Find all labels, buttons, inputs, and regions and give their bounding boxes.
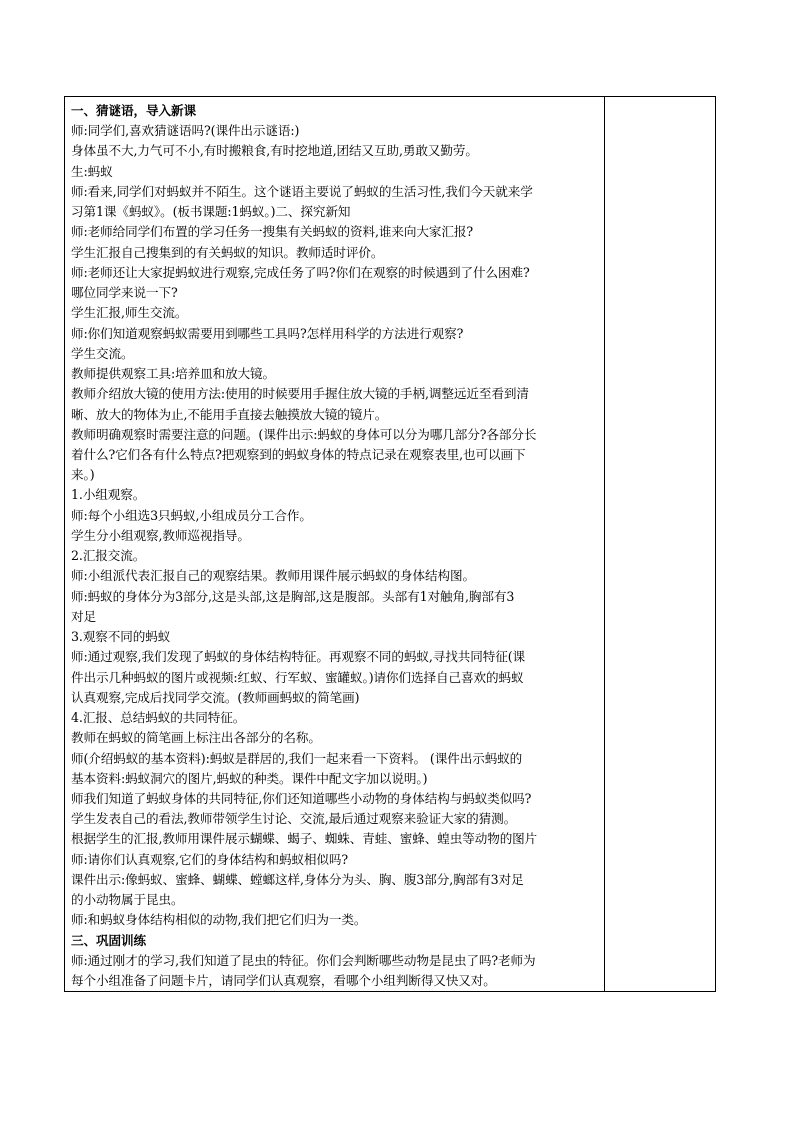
table-row bbox=[65, 97, 716, 992]
text-line: 师(介绍蚂蚁的基本资料):蚂蚁是群居的,我们一起来看一下资料。 (课件出示蚂蚁的 bbox=[71, 750, 523, 766]
text-line: 师:和蚂蚁身体结构相似的动物,我们把它们归为一类。 bbox=[71, 912, 367, 928]
text-line: 着什么?它们各有什么特点?把观察到的蚂蚁身体的特点记录在观察表里,也可以画下 bbox=[71, 446, 526, 462]
text-line: 习第1课《蚂蚁》。(板书课题:1蚂蚁。)二、探究新知 bbox=[71, 204, 351, 220]
text-line: 师:看来,同学们对蚂蚁并不陌生。这个谜语主要说了蚂蚁的生活习性,我们今天就来学 bbox=[71, 183, 533, 199]
text-line: 师:同学们,喜欢猜谜语吗?(课件出示谜语:) bbox=[71, 123, 300, 139]
text-line: 哪位同学来说一下? bbox=[71, 285, 178, 301]
text-line: 基本资料:蚂蚁洞穴的图片,蚂蚁的种类。课件中配文字加以说明。) bbox=[71, 770, 428, 786]
text-line: 学生汇报,师生交流。 bbox=[71, 305, 188, 321]
text-line: 师:通过观察,我们发现了蚂蚁的身体结构特征。再观察不同的蚂蚁,寻找共同特征(课 bbox=[71, 649, 526, 665]
text-line: 学生交流。 bbox=[71, 345, 134, 361]
notes-cell bbox=[605, 97, 716, 992]
text-line: 的小动物属于昆虫。 bbox=[71, 892, 184, 908]
text-line: 学生发表自己的看法,教师带领学生讨论、交流,最后通过观察来验证大家的猜测。 bbox=[71, 811, 517, 827]
lesson-plan-table bbox=[64, 96, 716, 992]
text-line: 3.观察不同的蚂蚁 bbox=[71, 629, 171, 645]
text-line: 师:每个小组选3只蚂蚁,小组成员分工合作。 bbox=[71, 507, 312, 523]
text-line: 教师在蚂蚁的简笔画上标注出各部分的名称。 bbox=[71, 730, 321, 746]
text-line: 学生汇报自己搜集到的有关蚂蚁的知识。教师适时评价。 bbox=[71, 244, 384, 260]
text-line: 师:小组派代表汇报自己的观察结果。教师用课件展示蚂蚁的身体结构图。 bbox=[71, 568, 475, 584]
text-line: 每个小组准备了问题卡片，请同学们认真观察，看哪个小组判断得又快又对。 bbox=[71, 973, 496, 989]
text-line: 师:蚂蚁的身体分为3部分,这是头部,这是胸部,这是腹部。头部有1对触角,胸部有3 bbox=[71, 588, 515, 604]
text-line: 来。) bbox=[71, 467, 95, 483]
text-line: 师:老师还让大家捉蚂蚁进行观察,完成任务了吗?你们在观察的时候遇到了什么困难? bbox=[71, 264, 530, 280]
text-line: 师:老师给同学们布置的学习任务一搜集有关蚂蚁的资料,谁来向大家汇报? bbox=[71, 224, 474, 240]
section-heading: 一、猜谜语，导入新课 bbox=[71, 103, 196, 118]
text-line: 师:你们知道观察蚂蚁需要用到哪些工具吗?怎样用科学的方法进行观察? bbox=[71, 325, 464, 341]
text-line: 件出示几种蚂蚁的图片或视频:红蚁、行军蚁、蜜罐蚁。)请你们选择自己喜欢的蚂蚁 bbox=[71, 669, 524, 685]
text-line: 教师介绍放大镜的使用方法:使用的时候要用手握住放大镜的手柄,调整远近至看到清 bbox=[71, 386, 529, 402]
text-line: 师:请你们认真观察,它们的身体结构和蚂蚁相似吗? bbox=[71, 851, 349, 867]
lesson-content bbox=[65, 97, 604, 991]
text-line: 师:通过刚才的学习,我们知道了昆虫的特征。你们会判断哪些动物是昆虫了吗?老师为 bbox=[71, 952, 536, 968]
lesson-content-cell bbox=[65, 97, 605, 992]
section-heading: 三、巩固训练 bbox=[71, 932, 146, 948]
text-line: 生:蚂蚁 bbox=[71, 163, 113, 179]
text-line: 1.小组观察。 bbox=[71, 487, 146, 503]
text-line: 晰、放大的物体为止,不能用手直接去触摸放大镜的镜片。 bbox=[71, 406, 388, 422]
text-line: 教师提供观察工具:培养皿和放大镜。 bbox=[71, 366, 276, 382]
text-line: 师我们知道了蚂蚁身体的共同特征,你们还知道哪些小动物的身体结构与蚂蚁类似吗? bbox=[71, 790, 532, 806]
text-line: 教师明确观察时需要注意的问题。(课件出示:蚂蚁的身体可以分为哪几部分?各部分长 bbox=[71, 426, 537, 442]
text-line: 根据学生的汇报,教师用课件展示蝴蝶、蝎子、蜘蛛、青蛙、蜜蜂、蝗虫等动物的图片 bbox=[71, 831, 538, 847]
text-line: 课件出示:像蚂蚁、蜜蜂、蝴蝶、螳螂这样,身体分为头、胸、腹3部分,胸部有3对足 bbox=[71, 871, 524, 887]
text-line: 对足 bbox=[71, 608, 96, 624]
text-line: 2.汇报交流。 bbox=[71, 548, 146, 564]
text-line: 学生分小组观察,教师巡视指导。 bbox=[71, 527, 250, 543]
text-line: 身体虽不大,力气可不小,有时搬粮食,有时挖地道,团结又互助,勇敢又勤劳。 bbox=[71, 143, 478, 159]
text-line: 4.汇报、总结蚂蚁的共同特征。 bbox=[71, 710, 246, 726]
text-line: 认真观察,完成后找同学交流。(教师画蚂蚁的简笔画) bbox=[71, 689, 360, 705]
